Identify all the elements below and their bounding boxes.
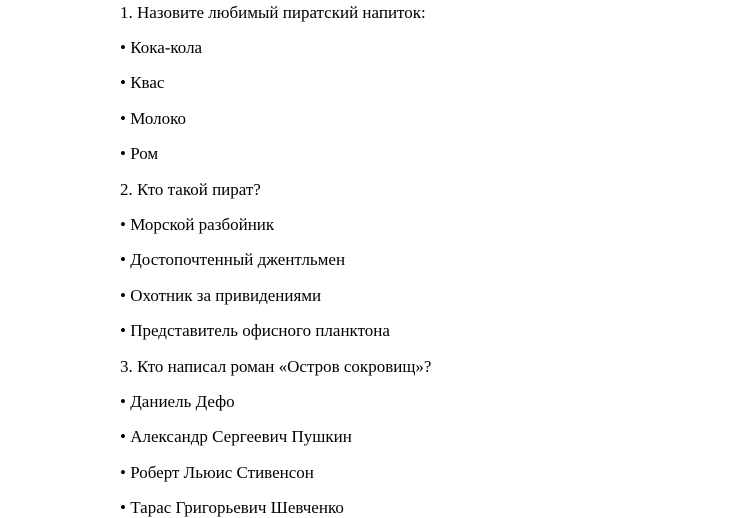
q2-option-2: • Достопочтенный джентльмен bbox=[120, 250, 346, 269]
q2-option-3: • Охотник за привидениями bbox=[120, 286, 322, 305]
q3-option-4: • Тарас Григорьевич Шевченко bbox=[120, 498, 344, 517]
question-1: 1. Назовите любимый пиратский напиток: bbox=[120, 3, 426, 22]
q1-option-3: • Молоко bbox=[120, 109, 187, 128]
q1-option-1: • Кока-кола bbox=[120, 38, 203, 57]
question-3: 3. Кто написал роман «Остров сокровищ»? bbox=[120, 357, 432, 376]
q2-option-4: • Представитель офисного планктона bbox=[120, 321, 390, 340]
q1-option-2: • Квас bbox=[120, 73, 165, 92]
q3-option-2: • Александр Сергеевич Пушкин bbox=[120, 427, 352, 446]
q2-option-1: • Морской разбойник bbox=[120, 215, 275, 234]
q1-option-4: • Ром bbox=[120, 144, 159, 163]
question-2: 2. Кто такой пират? bbox=[120, 180, 261, 199]
q3-option-1: • Даниель Дефо bbox=[120, 392, 235, 411]
q3-option-3: • Роберт Льюис Стивенсон bbox=[120, 463, 314, 482]
